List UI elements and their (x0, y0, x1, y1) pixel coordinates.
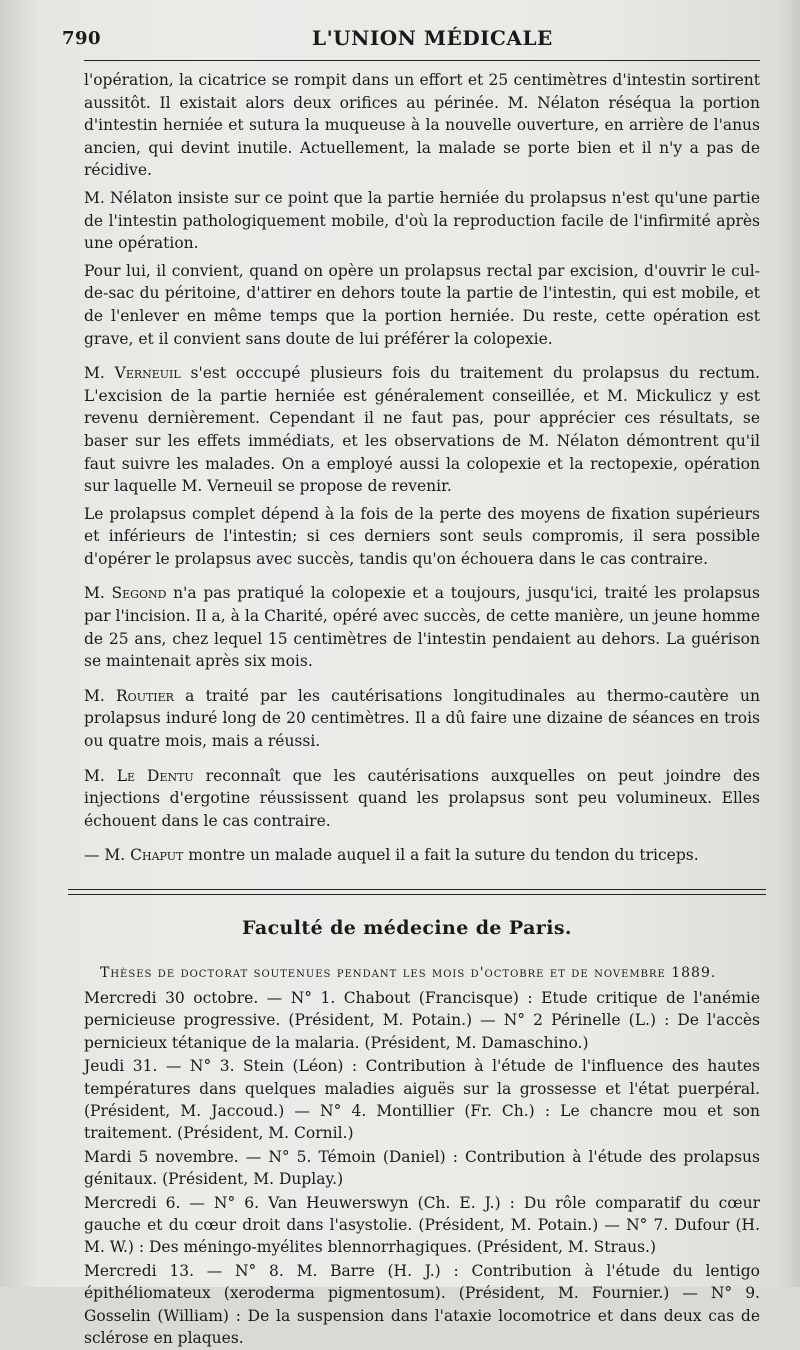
page-header (62, 26, 760, 54)
paragraph-5: Le prolapsus complet dépend à la fois de la perte des moyens de fixation supérieurs et inférieurs de l'intestin; si ces derniers sont seuls compromis, il sera possible d'opérer le prolapsus avec succès, tandis qu'on échouera dans le cas contraire. (84, 504, 760, 568)
list-item: Mercredi 13. — N° 8. M. Barre (H. J.) : Contribution à l'étude du lentigo épithéliomateux (xeroderma pigmentosum). (Président, M. Fournier.) — N° 9. Gosselin (William) : De la suspension dans l'ataxie locomotrice et dans deux cas de sclérose en plaques. (84, 1261, 760, 1348)
paragraph-8 (84, 765, 760, 833)
journal-title: L'UNION MÉDICALE (312, 26, 553, 50)
header-rule (84, 60, 760, 61)
paragraph-7-text: a traité par les cautérisations longitudinales au thermo-cautère un prolapsus induré long de 20 centimètres. Il a dû faire une dizaine de séances en trois ou quatre mois, mais a réussi. (84, 686, 760, 751)
theses-list (84, 987, 760, 1350)
paragraph-7 (84, 685, 760, 753)
paragraph-3: Pour lui, il convient, quand on opère un prolapsus rectal par excision, d'ouvrir le cul-de-sac du péritoine, d'attirer en dehors toute la partie de l'intestin, qui est mobile, et de l'enlever en même temps que la portion herniée. Du reste, cette opération est grave, et il convient sans doute de lui préférer la colopexie. (84, 261, 760, 348)
section-title: Faculté de médecine de Paris. (242, 917, 572, 939)
speaker-name: Le Dentu (116, 766, 194, 785)
article-body (84, 69, 760, 867)
paragraph-6-text: n'a pas pratiqué la colopexie et a toujours, jusqu'ici, traité les prolapsus par l'incision. Il a, à la Charité, opéré avec succès, de cette manière, un jeune homme de 25 ans, chez lequel 15 centimètres de l'intestin pendaient au dehors. La guérison se maintenait après six mois. (84, 584, 760, 671)
theses-heading: Thèses de doctorat soutenues pendant les mois d'octobre et de novembre 1889. (100, 965, 717, 981)
list-item: Mercredi 6. — N° 6. Van Heuwerswyn (Ch. E. J.) : Du rôle comparatif du cœur gauche et du cœur droit dans l'asystolie. (Président, M. Potain.) — N° 7. Dufour (H. M. W.) : Des méningo-myélites blennorrhagiques. (Président, M. Straus.) (84, 1193, 760, 1257)
list-item: Mardi 5 novembre. — N° 5. Témoin (Daniel) : Contribution à l'étude des prolapsus génitaux. (Président, M. Duplay.) (84, 1147, 760, 1189)
page-number: 790 (62, 28, 102, 49)
honorific: M. (84, 364, 115, 383)
honorific: M. (84, 766, 117, 785)
honorific: M. (84, 686, 117, 705)
dash-prefix: — M. (84, 846, 131, 865)
list-item: Mercredi 30 octobre. — N° 1. Chabout (Francisque) : Etude critique de l'anémie pernicieuse progressive. (Président, M. Potain.) — N° 2 Périnelle (L.) : De l'accès pernicieux tétanique de la malaria. (Président, M. Damaschino.) (84, 989, 760, 1052)
speaker-name: Segond (111, 584, 167, 603)
paragraph-2: M. Nélaton insiste sur ce point que la partie herniée du prolapsus n'est qu'une partie de l'intestin pathologiquement mobile, d'où la reproduction facile de l'infirmité après une opération. (84, 188, 760, 253)
speaker-name: Routier (116, 686, 174, 705)
list-item: Jeudi 31. — N° 3. Stein (Léon) : Contribution à l'étude de l'influence des hautes températures dans quelques maladies aiguës sur la grossesse et l'état puerpéral. (Président, M. Jaccoud.) — N° 4. Montillier (Fr. Ch.) : Le chancre mou et son traitement. (Président, M. Cornil.) (84, 1057, 760, 1143)
paragraph-4 (84, 362, 760, 498)
paragraph-4-text: s'est occcupé plusieurs fois du traitement du prolapsus du rectum. L'excision de la partie herniée est généralement conseillée, et M. Mickulicz y est revenu dernièrement. Cependant il ne faut pas, pour apprécier ces résultats, se baser sur les effets immédiats, et les observations de M. Nélaton démontrent qu'il faut suivre les malades. On a employé aussi la colopexie et la rectopexie, opération sur laquelle M. Verneuil se propose de revenir. (84, 364, 760, 496)
honorific: M. (84, 584, 112, 603)
speaker-name: Chaput (130, 846, 184, 865)
paragraph-1: l'opération, la cicatrice se rompit dans un effort et 25 centimètres d'intestin sortirent aussitôt. Il existait alors deux orifices au périnée. M. Nélaton réséqua la portion d'intestin herniée et sutura la muqueuse à la nouvelle ouverture, en arrière de l'anus ancien, qui devint inutile. Actuellement, la malade se porte bien et il n'y a pas de récidive. (84, 71, 760, 180)
section-divider (68, 889, 766, 895)
speaker-name: Verneuil (114, 364, 181, 383)
paragraph-6 (84, 582, 760, 672)
paragraph-8-text: reconnaît que les cautérisations auxquelles on peut joindre des injections d'ergotine réussissent quand les prolapsus sont peu volumineux. Elles échouent dans le cas contraire. (84, 766, 760, 830)
paragraph-9 (84, 844, 760, 867)
paragraph-9-text: montre un malade auquel il a fait la suture du tendon du triceps. (183, 846, 699, 865)
